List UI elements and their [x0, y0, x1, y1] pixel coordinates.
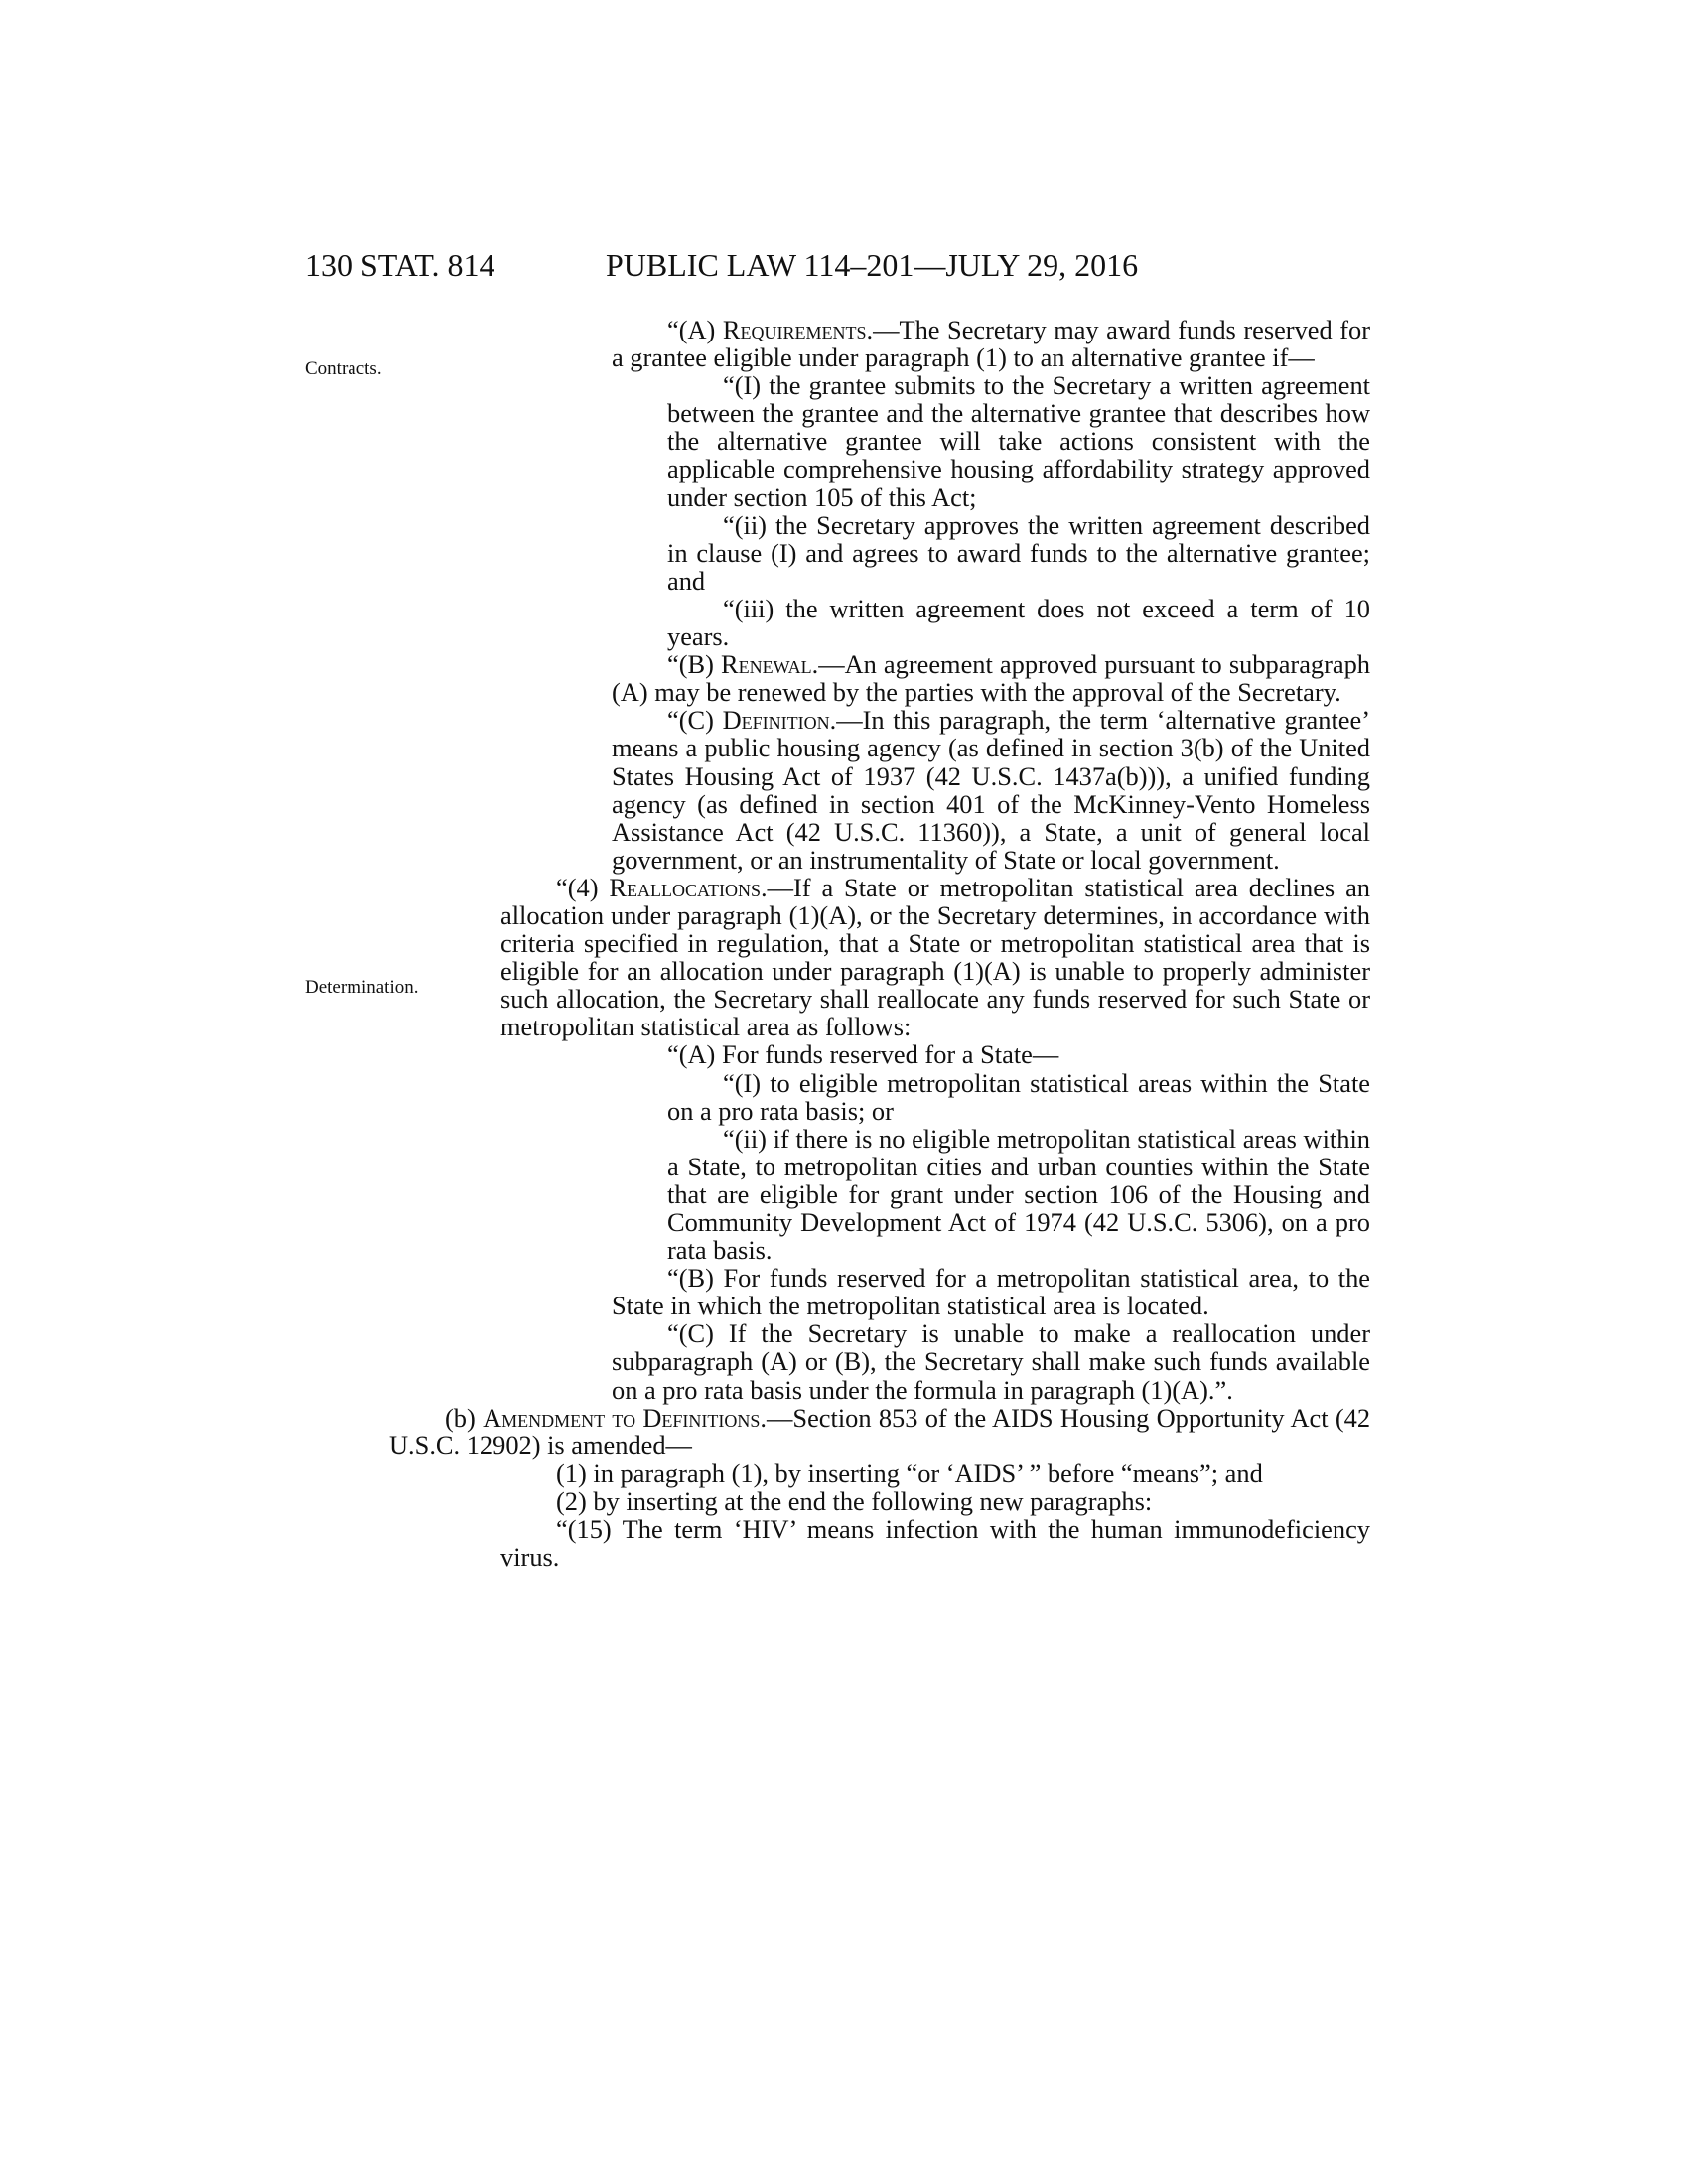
paragraph: “(A) For funds reserved for a State— — [667, 1039, 1059, 1070]
paragraph: “(A) Requirements.—The Secretary may award funds reserved for a grantee eligible under paragraph (1) to an alternative grantee if— — [612, 315, 1370, 373]
statute-reference: 130 STAT. 814 — [305, 247, 495, 283]
paragraph: “(ii) the Secretary approves the written agreement described in clause (I) and agrees to award funds to the alternative grantee; and — [667, 509, 1370, 596]
paragraph: (b) Amendment to Definitions.—Section 853 of the AIDS Housing Opportunity Act (42 U.S.C. 12902) is amended— — [389, 1402, 1371, 1460]
law-title: PUBLIC LAW 114–201—JULY 29, 2016 — [606, 247, 1139, 283]
paragraph: (2) by inserting at the end the following new paragraphs: — [556, 1485, 1153, 1516]
paragraph: “(B) For funds reserved for a metropolitan statistical area, to the State in which the metropolitan statistical area is located. — [612, 1263, 1370, 1321]
paragraph: “(15) The term ‘HIV’ means infection with the human immunodeficiency virus. — [500, 1514, 1370, 1572]
paragraph: “(C) Definition.—In this paragraph, the term ‘alternative grantee’ means a public housing agency (as defined in section 3(b) of the United States Housing Act of 1937 (42 U.S.C. 1437a(b))), a unified funding agency (as defined in section 401 of the McKinney-Vento Homeless Assistance Act (42 U.S.C. 11360)), a State, a unit of general local government, or an instrumentality of State or local government. — [612, 705, 1370, 875]
margin-note-determination: Determination. — [305, 977, 419, 998]
body-text — [389, 315, 1371, 1572]
paragraph: “(C) If the Secretary is unable to make a reallocation under subparagraph (A) or (B), the Secretary shall make such funds available on a pro rata basis under the formula in paragraph (1)(A).”. — [612, 1318, 1370, 1405]
paragraph: “(I) to eligible metropolitan statistical areas within the State on a pro rata basis; or — [667, 1067, 1370, 1126]
paragraph: “(iii) the written agreement does not exceed a term of 10 years. — [667, 593, 1370, 652]
paragraph: “(B) Renewal.—An agreement approved pursuant to subparagraph (A) may be renewed by the parties with the approval of the Secretary. — [612, 649, 1370, 708]
paragraph: “(4) Reallocations.—If a State or metropolitan statistical area declines an allocation under paragraph (1)(A), or the Secretary determines, in accordance with criteria specified in regulation, that a State or metropolitan statistical area that is eligible for an allocation under paragraph (1)(A) is unable to properly administer such allocation, the Secretary shall reallocate any funds reserved for such State or metropolitan statistical area as follows: — [500, 872, 1370, 1042]
paragraph: (1) in paragraph (1), by inserting “or ‘AIDS’ ” before “means”; and — [556, 1457, 1263, 1488]
page-header — [305, 245, 1417, 285]
paragraph: “(I) the grantee submits to the Secretary a written agreement between the grantee and the alternative grantee that describes how the alternative grantee will take actions consistent with the applicable comprehensive housing affordability strategy approved under section 105 of this Act; — [667, 370, 1370, 512]
paragraph: “(ii) if there is no eligible metropolitan statistical areas within a State, to metropolitan cities and urban counties within the State that are eligible for grant under section 106 of the Housing and Community Development Act of 1974 (42 U.S.C. 5306), on a pro rata basis. — [667, 1123, 1370, 1266]
margin-note-contracts: Contracts. — [305, 358, 382, 379]
